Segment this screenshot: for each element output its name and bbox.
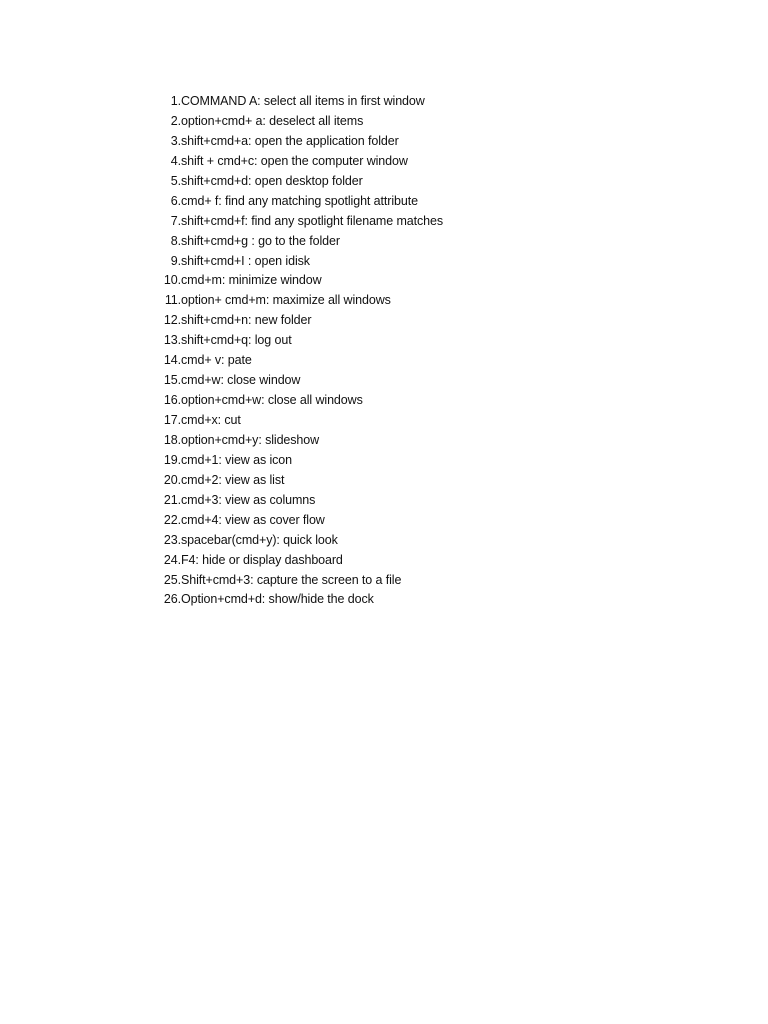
list-item bbox=[150, 411, 710, 431]
list-item bbox=[150, 571, 710, 591]
list-item bbox=[150, 491, 710, 511]
item-text: shift + cmd+c: open the computer window bbox=[181, 153, 408, 168]
list-item bbox=[150, 112, 710, 132]
list-item bbox=[150, 451, 710, 471]
item-text: cmd+m: minimize window bbox=[181, 273, 322, 288]
item-number: 7. bbox=[170, 213, 181, 228]
item-text: option+cmd+y: slideshow bbox=[181, 432, 320, 447]
item-number: 1. bbox=[170, 94, 181, 108]
item-text: shift+cmd+q: log out bbox=[181, 333, 292, 348]
item-text: shift+cmd+g : go to the folder bbox=[181, 233, 340, 248]
item-text: shift+cmd+f: find any spotlight filename matches bbox=[181, 213, 444, 228]
item-number: 21. bbox=[163, 492, 181, 507]
list-item bbox=[150, 92, 710, 112]
item-number: 23. bbox=[163, 532, 181, 547]
item-text: cmd+x: cut bbox=[181, 413, 241, 427]
list-item bbox=[150, 232, 710, 252]
list-item bbox=[150, 271, 710, 291]
list-item bbox=[150, 551, 710, 571]
list-item bbox=[150, 152, 710, 172]
item-number: 2. bbox=[170, 113, 181, 128]
item-number: 12. bbox=[163, 313, 181, 328]
item-number: 13. bbox=[163, 333, 181, 348]
item-number: 6. bbox=[170, 193, 181, 208]
list-item bbox=[150, 590, 710, 610]
item-number: 14. bbox=[163, 353, 181, 368]
item-text: shift+cmd+d: open desktop folder bbox=[181, 173, 363, 188]
item-text: cmd+3: view as columns bbox=[181, 492, 316, 507]
item-text: cmd+4: view as cover flow bbox=[181, 512, 325, 527]
item-number: 17. bbox=[163, 413, 181, 427]
item-number: 24. bbox=[163, 552, 181, 567]
list-item bbox=[150, 331, 710, 351]
list-item bbox=[150, 371, 710, 391]
item-text: option+cmd+w: close all windows bbox=[181, 393, 363, 408]
list-item bbox=[150, 531, 710, 551]
item-text: cmd+w: close window bbox=[181, 373, 301, 388]
item-text: cmd+2: view as list bbox=[181, 472, 285, 487]
list-item bbox=[150, 252, 710, 272]
list-item bbox=[150, 291, 710, 311]
list-item bbox=[150, 212, 710, 232]
item-number: 18. bbox=[163, 432, 181, 447]
item-text: shift+cmd+n: new folder bbox=[181, 313, 312, 328]
list-item bbox=[150, 311, 710, 331]
list-item bbox=[150, 351, 710, 371]
item-number: 5. bbox=[170, 173, 181, 188]
item-number: 16. bbox=[163, 393, 181, 408]
item-number: 8. bbox=[170, 233, 181, 248]
item-text: cmd+ v: pate bbox=[181, 353, 252, 368]
item-text: spacebar(cmd+y): quick look bbox=[181, 532, 338, 547]
item-number: 25. bbox=[163, 572, 181, 587]
item-number: 9. bbox=[170, 253, 181, 268]
item-number: 3. bbox=[170, 133, 181, 148]
item-number: 19. bbox=[163, 452, 181, 467]
list-item bbox=[150, 471, 710, 491]
list-item bbox=[150, 391, 710, 411]
shortcut-list bbox=[150, 92, 710, 610]
item-text: COMMAND A: select all items in first window bbox=[181, 94, 425, 108]
item-text: shift+cmd+I : open idisk bbox=[181, 253, 310, 268]
item-number: 11. bbox=[164, 293, 181, 308]
list-item bbox=[150, 132, 710, 152]
item-number: 15. bbox=[163, 373, 181, 388]
list-item bbox=[150, 192, 710, 212]
item-text: cmd+ f: find any matching spotlight attribute bbox=[181, 193, 418, 208]
list-item bbox=[150, 511, 710, 531]
item-text: cmd+1: view as icon bbox=[181, 452, 292, 467]
item-number: 20. bbox=[163, 472, 181, 487]
list-item bbox=[150, 172, 710, 192]
item-text: Option+cmd+d: show/hide the dock bbox=[181, 592, 374, 607]
item-text: option+ cmd+m: maximize all windows bbox=[181, 293, 391, 308]
item-text: option+cmd+ a: deselect all items bbox=[181, 113, 364, 128]
item-number: 10. bbox=[163, 273, 181, 288]
list-item bbox=[150, 431, 710, 451]
item-number: 4. bbox=[170, 153, 181, 168]
item-text: shift+cmd+a: open the application folder bbox=[181, 133, 399, 148]
item-text: Shift+cmd+3: capture the screen to a file bbox=[181, 572, 402, 587]
item-number: 26. bbox=[163, 592, 181, 607]
item-number: 22. bbox=[163, 512, 181, 527]
item-text: F4: hide or display dashboard bbox=[181, 552, 343, 567]
